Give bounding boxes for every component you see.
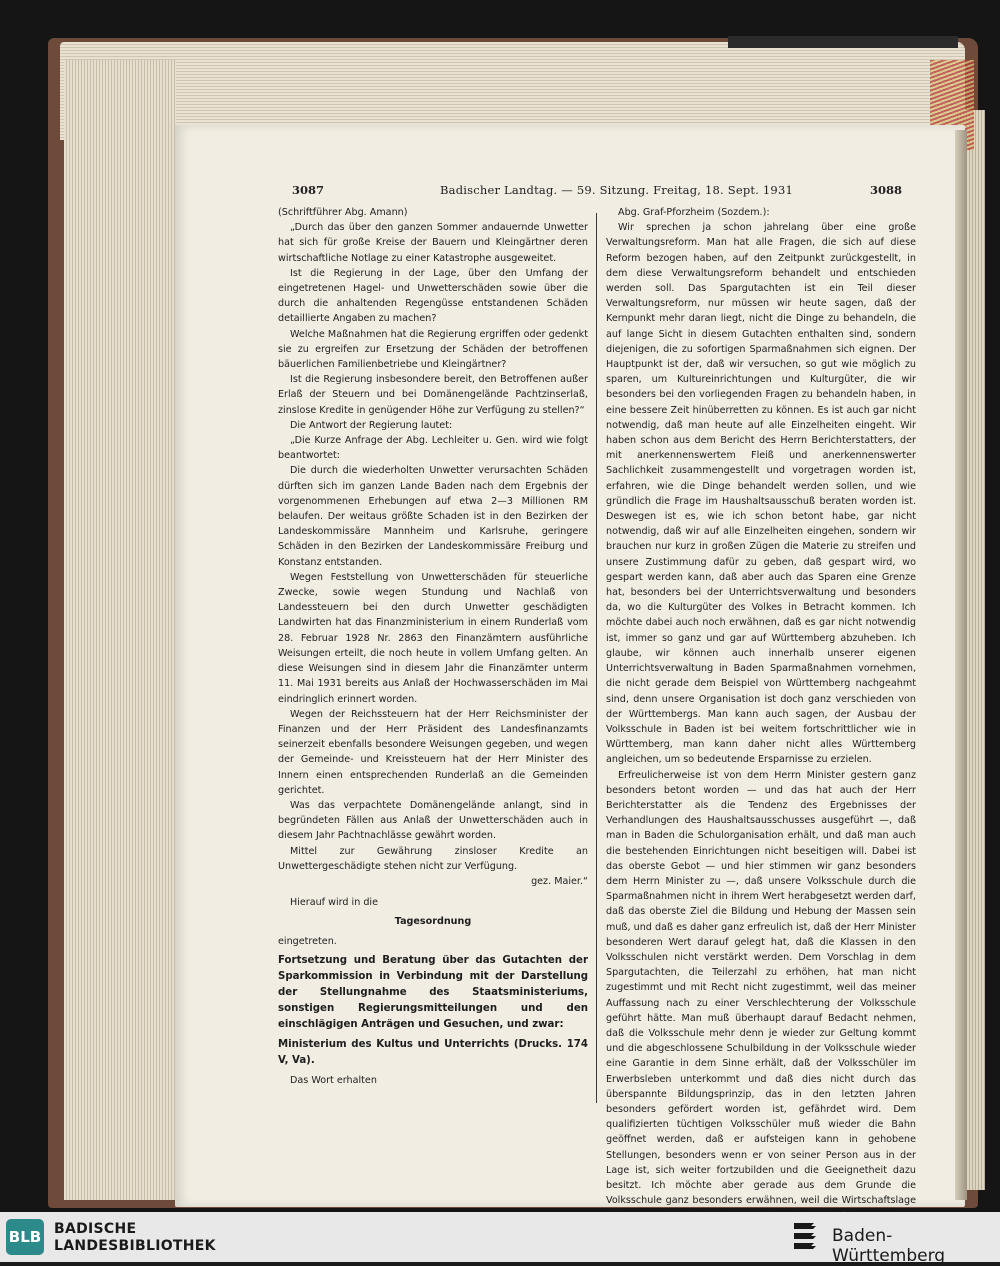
paragraph: „Durch das über den ganzen Sommer andauernde Unwetter hat sich für große Kreise der Bauern und Kleingärtner deren wirtschaftliche Notlage zu einer Katastrophe ausgeweitet.: [278, 222, 588, 264]
left-column: [278, 205, 588, 1088]
paragraph: Wir sprechen ja schon jahrelang über eine große Verwaltungsreform. Man hat alle Fragen, die sich auf diese Reform bezogen haben, auf den Zeitpunkt zurückgestellt, in dem diese Verwaltungsreform behandelt und entschieden werden soll. Das Spargutachten ist ein Teil dieser Verwaltungsreform, nur müssen wir heute sagen, daß der Kernpunkt mehr daran liegt, nicht die Dinge zu behandeln, die auf lange Sicht in diesem Gutachten enthalten sind, sondern diejenigen, die zu sofortigen Sparmaßnahmen sich eignen. Der Hauptpunkt ist der, daß wir versuchen, so gut wie möglich zu sparen, um Kultureinrichtungen und Kulturgüter, die wir besonders bei den vorliegenden Fragen zu behandeln haben, in eine bessere Zeit hinüberretten zu können. Es ist auch gar nicht notwendig, daß man heute auf alle Einzelheiten eingeht. Wir haben schon aus dem Bericht des Herrn Berichterstatters, der mit anerkennenswertem Fleiß und anerkennenswerter Sachlichkeit zusammengestellt und vorgetragen worden ist, erfahren, wie die Dinge behandelt werden sollen, und wie gründlich die Frage im Haushaltsausschuß beraten worden ist. Deswegen ist es, wie ich schon betont habe, gar nicht notwendig, daß wir auf alle Einzelheiten eingehen, sondern wir brauchen nur kurz in großen Zügen die Materie zu streifen und unsere Zustimmung dafür zu geben, daß gespart wird, wo gespart werden kann, daß aber auch das Sparen eine Grenze hat, besonders bei der Unterrichtsverwaltung und besonders da, wo die Kulturgüter des Volkes in Betracht kommen. Ich möchte dabei auch noch erwähnen, daß es gar nicht notwendig ist, immer so ganz und gar auf Württemberg abzuheben. Ich glaube, wir können auch innerhalb unserer eigenen Unterrichtsverwaltung in Baden Sparmaßnahmen vornehmen, die nicht gerade dem Beispiel von Württemberg nachgeahmt sind, denn unsere Organisation ist doch ganz verschieden von der Württembergs. Man kann auch sagen, der Ausbau der Volksschule in Baden ist bei weitem fortschrittlicher wie in Württemberg, man kann daher nicht alles Württemberg angleichen, um so bedeutende Ersparnisse zu erzielen.: [606, 222, 916, 766]
spine-band: [728, 36, 958, 48]
page-number-right: 3088: [870, 183, 903, 197]
paragraph: Ist die Regierung insbesondere bereit, den Betroffenen außer Erlaß der Steuern und bei Domänengelände Pachtzinserlaß, zinslose Kredite in genügender Höhe zur Verfügung zu stellen?“: [278, 374, 588, 416]
page-edges-left: [64, 60, 176, 1200]
column-divider: [596, 213, 597, 1103]
page-gutter: [955, 130, 967, 1200]
paragraph: Ist die Regierung in der Lage, über den Umfang der eingetretenen Hagel- und Unwetterschäden sowie über die durch die anhaltenden Regengüsse entstandenen Schäden detaillierte Angaben zu machen?: [278, 267, 588, 325]
paragraph: Die durch die wiederholten Unwetter verursachten Schäden dürften sich im ganzen Lande Baden nach dem Ergebnis der vorgenommenen Erhebungen auf etwa 2—3 Millionen RM belaufen. Der weitaus größte Schaden ist in den Bezirken der Landeskommissäre Mannheim und Karlsruhe, geringere Schäden in den Bezirken der Landeskommissäre Freiburg und Konstanz entstanden.: [278, 465, 588, 568]
three-lions-icon: [790, 1219, 822, 1253]
section-heading: Fortsetzung und Beratung über das Gutachten der Sparkommission in Verbindung mit der Darstellung der Stellungnahme des Staatsministeriums, sonstigen Regierungsmitteilungen und den einschlägigen Anträgen und Gesuchen, und zwar:: [278, 954, 588, 1030]
section-heading: Ministerium des Kultus und Unterrichts (Drucks. 174 V, Va).: [278, 1038, 588, 1066]
agenda-heading: Tagesordnung: [394, 916, 472, 928]
state-name: Baden-Württemberg: [832, 1226, 946, 1266]
paragraph: „Die Kurze Anfrage der Abg. Lechleiter u. Gen. wird wie folgt beantwortet:: [278, 435, 588, 462]
signature: gez. Maier.“: [531, 875, 588, 887]
library-name-line1: BADISCHE: [54, 1221, 137, 1237]
paragraph: Wegen Feststellung von Unwetterschäden für steuerliche Zwecke, sowie wegen Stundung und Nachlaß von Landessteuern bei den durch Unwetter geschädigten Landwirten hat das Finanzministerium in einem Runderlaß vom 28. Februar 1928 Nr. 2863 den Finanzämtern ausführliche Weisungen erteilt, die noch heute in vollem Umfang gelten. An diese Weisungen sind in diesem Jahr die Finanzämter unterm 11. Mai 1931 bereits aus Anlaß der Hochwasserschäden im Mai eindringlich erinnert worden.: [278, 571, 588, 705]
paragraph: Erfreulicherweise ist von dem Herrn Minister gestern ganz besonders betont worden — und das hat auch der Herr Berichterstatter als die Tendenz des Ergebnisses der Verhandlungen des Haushaltsausschusses ausgeführt —, daß man in Baden die Schulorganisation erhält, und daß man auch die bestehenden Einrichtungen nicht beseitigen will. Dabei ist das oberste Gebot — und hier stimmen wir ganz besonders dem Herrn Minister zu —, daß unsere Volksschule durch die Sparmaßnahmen nicht in ihrem Wert herabgesetzt werden darf, daß das oberste Ziel die Bildung und Hebung der Massen sein muß, und daß es daher ganz erfreulich ist, daß der Herr Minister besonderen Wert darauf gelegt hat, daß die Klassen in den Volksschulen nicht verstärkt werden. Dem Vorschlag in dem Spargutachten, die Teilerzahl zu erhöhen, hat man nicht zugestimmt und mit Recht nicht zugestimmt, weil das meiner Auffassung nach zu einer Verschlechterung der Volksschule geführt hätte. Man muß überhaupt darauf Bedacht nehmen, daß die Volksschule mehr denn je wieder zur Geltung kommt und die abgeschlossene Schulbildung in der Volksschule wieder eine Garantie in dem Sinne erhält, daß der Volksschüler im Erwerbsleben unterkommt und daß dies nicht durch das überspannte Bildungsprinzip, das in den letzten Jahren besonders gefördert worden ist, gefährdet wird. Dem qualifizierten tüchtigen Volksschüler muß wieder die Bahn geöffnet werden, daß er aufsteigen kann in gehobene Stellungen, besonders wenn er von seiner Person aus in der Lage ist, sich weiter fortzubilden und die Geeignetheit dazu besitzt. Ich möchte aber gerade aus dem Grunde die Volksschule ganz besonders erwähnen, weil die Wirtschaftslage: [606, 769, 916, 1207]
blb-logo[interactable]: BLB: [6, 1219, 44, 1255]
paragraph: eingetreten.: [278, 935, 337, 947]
paragraph: Die Antwort der Regierung lautet:: [290, 419, 453, 431]
paragraph: (Schriftführer Abg. Amann): [278, 207, 408, 218]
paragraph: Mittel zur Gewährung zinsloser Kredite an Unwettergeschädigte stehen nicht zur Verfügung.: [278, 845, 588, 872]
paragraph: Was das verpachtete Domänengelände anlangt, sind in begründeten Fällen aus Anlaß der Unwetterschäden auch in diesem Jahr Pachtnachlässe gewährt worden.: [278, 799, 588, 842]
paragraph: Welche Maßnahmen hat die Regierung ergriffen oder gedenkt sie zu ergreifen zur Ersetzung der Schäden der betroffenen bäuerlichen Familienbetriebe und Kleingärtner?: [278, 328, 588, 371]
paragraph: Das Wort erhalten: [290, 1074, 377, 1086]
paragraph: Abg. Graf-Pforzheim (Sozdem.):: [618, 207, 770, 218]
paragraph: Wegen der Reichssteuern hat der Herr Reichsminister der Finanzen und der Herr Präsident des Landesfinanzamts seinerzeit ebenfalls besondere Weisungen gegeben, und wegen der Gemeinde- und Kreissteuern hat der Herr Minister des Innern einen entsprechenden Runderlaß an die Gemeinden gerichtet.: [278, 708, 588, 796]
right-column: [606, 205, 916, 1212]
running-header: Badischer Landtag. — 59. Sitzung. Freitag, 18. Sept. 1931: [440, 183, 793, 197]
library-name-line2: LANDESBIBLIOTHEK: [54, 1238, 216, 1254]
paragraph: Hierauf wird in die: [290, 897, 378, 909]
page-number-left: 3087: [292, 183, 325, 197]
